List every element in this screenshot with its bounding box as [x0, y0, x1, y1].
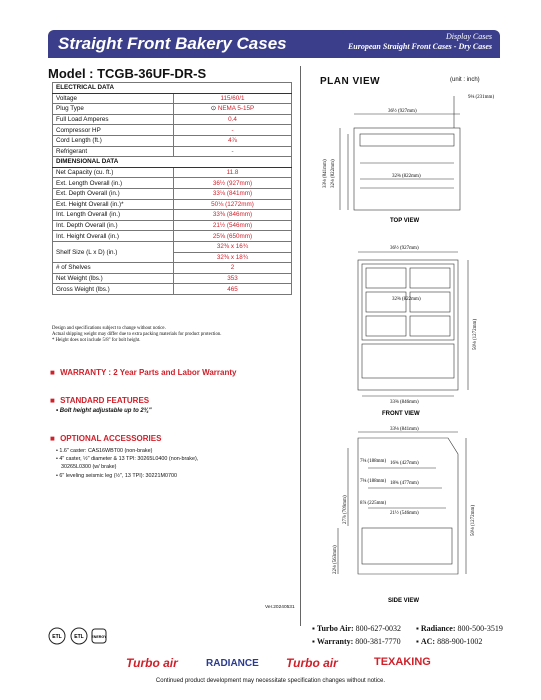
- dim-label: 7⅜ (188mm): [360, 459, 387, 464]
- dim-label: 18¾ (477mm): [390, 481, 419, 486]
- disclaimer-line: Design and specifications subject to change without notice.: [52, 326, 166, 331]
- column-divider: [300, 66, 301, 626]
- unit-note: (unit : inch): [450, 77, 480, 83]
- dim-label: 50⅛ (1272mm): [473, 318, 478, 350]
- dim-label: 36½ (927mm): [388, 109, 417, 114]
- spec-label: Net Weight (lbs.): [53, 273, 174, 284]
- spec-label: Shelf Size (L x D) (in.): [53, 241, 174, 262]
- turbo-air-logo: Turbo air: [126, 656, 178, 670]
- warranty-prefix: WARRANTY :: [60, 368, 112, 377]
- spec-section-row: [53, 157, 292, 168]
- dim-label: 8⅞ (225mm): [360, 501, 387, 506]
- optional-item: • 4" caster, ½" diameter & 13 TPI: 30265L0400 (non-brake),: [56, 456, 199, 462]
- optional-accessories-label: OPTIONAL ACCESSORIES: [60, 434, 162, 443]
- contact-item: ▪ Turbo Air: 800-627-0032: [312, 624, 401, 633]
- model-title: Model : TCGB-36UF-DR-S: [48, 66, 207, 81]
- contact-label: Turbo Air:: [316, 624, 354, 633]
- spec-row: [53, 284, 292, 295]
- standard-feature-item: • Bolt height adjustable up to 2¾": [56, 408, 152, 414]
- etl-listed-icon: [49, 628, 65, 644]
- spec-row: [53, 241, 292, 252]
- front-view-tray: [366, 316, 406, 336]
- spec-label: Cord Length (ft.): [53, 135, 174, 146]
- spec-value: 33⅜ (846mm): [174, 210, 292, 221]
- spec-label: Full Load Amperes: [53, 114, 174, 125]
- plan-view-title: PLAN VIEW: [320, 76, 381, 87]
- dim-label: 32⅜ (822mm): [392, 297, 421, 302]
- spec-section-row: [53, 83, 292, 94]
- certification-marks: [48, 627, 128, 649]
- brand-logos: [124, 656, 464, 672]
- spec-value: 21½ (546mm): [174, 220, 292, 231]
- bullet-icon: ■: [50, 434, 55, 443]
- spec-row: [53, 125, 292, 136]
- page-title: Straight Front Bakery Cases: [58, 34, 287, 53]
- contact-item: ▪ AC: 888-900-1002: [416, 637, 483, 646]
- header-subcategory: European Straight Front Cases - Dry Cases: [347, 42, 492, 51]
- spec-label: Ext. Length Overall (in.): [53, 178, 174, 189]
- disclaimer: [52, 326, 221, 345]
- spec-label: Plug Type: [53, 104, 174, 115]
- front-view-label: FRONT VIEW: [382, 411, 420, 417]
- front-view-tray: [410, 268, 450, 288]
- cert-text: ENERGY: [91, 635, 107, 639]
- dim-label: 33⅜ (846mm): [390, 400, 419, 405]
- header-subtitle: [348, 32, 492, 52]
- spec-value: 11.8: [174, 167, 292, 178]
- contact-item: ▪ Radiance: 800-500-3519: [416, 624, 503, 633]
- spec-row: [53, 199, 292, 210]
- dim-label: 7⅜ (188mm): [360, 479, 387, 484]
- front-view-drawing: [318, 240, 498, 420]
- front-view-base: [362, 344, 454, 378]
- spec-value: 0.4: [174, 114, 292, 125]
- spec-row: [53, 135, 292, 146]
- side-view-base: [362, 528, 452, 564]
- plug-icon: ⊙: [210, 105, 218, 113]
- top-view-label: TOP VIEW: [390, 218, 420, 224]
- spec-label: Ext. Depth Overall (in.): [53, 188, 174, 199]
- spec-label: Ext. Height Overall (in.)*: [53, 199, 174, 210]
- version-label: Ver.20240531: [265, 605, 295, 610]
- turbo-air-logo: Turbo air: [286, 656, 338, 670]
- spec-section-label: DIMENSIONAL DATA: [53, 157, 292, 168]
- spec-value: 465: [174, 284, 292, 295]
- bullet-icon: ■: [50, 396, 55, 405]
- spec-value: 2: [174, 263, 292, 274]
- top-view-outline: [354, 128, 460, 210]
- optional-item: • 6" leveling seismic leg (½", 13 TPI): 30221M0700: [56, 473, 177, 479]
- dim-label: 16¾ (427mm): [390, 461, 419, 466]
- dim-label: 36½ (927mm): [390, 246, 419, 251]
- spec-row: [53, 220, 292, 231]
- footer-note: Continued product development may necessitate specification changes without notice.: [155, 678, 386, 684]
- spec-row: [53, 263, 292, 274]
- spec-value: 32⅜ x 16¾: [174, 241, 292, 252]
- contact-value: 800-381-7770: [355, 637, 401, 646]
- spec-row: [53, 93, 292, 104]
- spec-label: Gross Weight (lbs.): [53, 284, 174, 295]
- dim-label: 32⅜ (822mm): [392, 174, 421, 179]
- spec-section-label: ELECTRICAL DATA: [53, 83, 292, 94]
- contact-label: Radiance:: [420, 624, 456, 633]
- radiance-logo: RADIANCE: [206, 658, 259, 669]
- spec-row: [53, 178, 292, 189]
- disclaimer-line: * Height does not include 5/8" for bolt height.: [52, 338, 141, 344]
- disclaimer-line: Actual shipping weight may differ due to extra packing materials for product protection.: [52, 332, 222, 338]
- warranty-section: [50, 368, 236, 377]
- front-view-glass: [362, 264, 454, 340]
- energy-icon: [91, 629, 107, 643]
- spec-label: # of Shelves: [53, 263, 174, 274]
- front-view-tray: [366, 268, 406, 288]
- spec-value: 36½ (927mm): [174, 178, 292, 189]
- front-view-tray: [366, 292, 406, 312]
- spec-value: 25⅝ (650mm): [174, 231, 292, 242]
- contact-value: 888-900-1002: [437, 637, 483, 646]
- dim-label: 33⅛ (841mm): [323, 159, 328, 188]
- cert-text: ETL: [52, 634, 62, 640]
- spec-label: Net Capacity (cu. ft.): [53, 167, 174, 178]
- spec-value: [174, 104, 292, 115]
- page-header: [48, 30, 500, 58]
- dim-label: 27⅞ (709mm): [343, 495, 348, 524]
- optional-item: • 1.6" caster: CAS16WBT00 (non-brake): [56, 448, 153, 454]
- spec-label: Int. Height Overall (in.): [53, 231, 174, 242]
- top-view-panel: [360, 134, 454, 146]
- spec-value: 50⅛ (1272mm): [174, 199, 292, 210]
- contact-value: 800-500-3519: [457, 624, 503, 633]
- front-view-tray: [410, 292, 450, 312]
- dim-label: 50⅛ (1272mm): [471, 504, 476, 536]
- spec-label: Voltage: [53, 93, 174, 104]
- contact-label: AC:: [420, 637, 436, 646]
- standard-features-label: STANDARD FEATURES: [60, 396, 150, 405]
- spec-value: -: [174, 125, 292, 136]
- spec-label: Compressor HP: [53, 125, 174, 136]
- etl-sanitation-icon: [71, 628, 87, 644]
- warranty-text: 2 Year Parts and Labor Warranty: [113, 368, 237, 377]
- spec-value: 32⅜ x 18¾: [174, 252, 292, 263]
- front-view-tray: [410, 316, 450, 336]
- standard-features-title: [50, 396, 149, 405]
- spec-row: [53, 167, 292, 178]
- spec-value: -: [174, 146, 292, 157]
- front-view-outline: [358, 260, 458, 390]
- dim-label: 9⅛ (231mm): [468, 95, 495, 100]
- spec-row: [53, 146, 292, 157]
- spec-row: [53, 231, 292, 242]
- dim-label: 21½ (546mm): [390, 511, 419, 516]
- spec-table: [52, 82, 292, 295]
- spec-row: [53, 104, 292, 115]
- texaking-logo: TEXAKING: [374, 656, 431, 668]
- header-category: Display Cases: [446, 32, 492, 41]
- bullet-icon: ■: [50, 368, 55, 377]
- plug-type-value: NEMA 5-15P: [217, 105, 255, 113]
- contact-item: ▪ Warranty: 800-381-7770: [312, 637, 401, 646]
- top-view-drawing: [318, 88, 498, 228]
- spec-value: 33⅛ (841mm): [174, 188, 292, 199]
- contact-value: 800-627-0032: [355, 624, 401, 633]
- side-view-label: SIDE VIEW: [388, 598, 420, 604]
- dim-label: 22⅛ (563mm): [333, 545, 338, 574]
- spec-value: 4⅞: [174, 135, 292, 146]
- cert-text: ETL: [74, 634, 84, 640]
- dim-label: 33⅛ (841mm): [390, 427, 419, 432]
- spec-row: [53, 210, 292, 221]
- spec-value: 115/60/1: [174, 93, 292, 104]
- contact-info: [312, 622, 520, 648]
- contact-label: Warranty:: [316, 637, 354, 646]
- spec-row: [53, 273, 292, 284]
- side-view-drawing: [318, 424, 498, 608]
- spec-row: [53, 188, 292, 199]
- spec-value: 353: [174, 273, 292, 284]
- spec-label: Int. Length Overall (in.): [53, 210, 174, 221]
- optional-item: 30265L0300 (w/ brake): [61, 464, 117, 470]
- optional-accessories-title: [50, 434, 161, 443]
- spec-row: [53, 114, 292, 125]
- spec-label: Int. Depth Overall (in.): [53, 220, 174, 231]
- spec-label: Refrigerant: [53, 146, 174, 157]
- dim-label: 32⅛ (822mm): [331, 159, 336, 188]
